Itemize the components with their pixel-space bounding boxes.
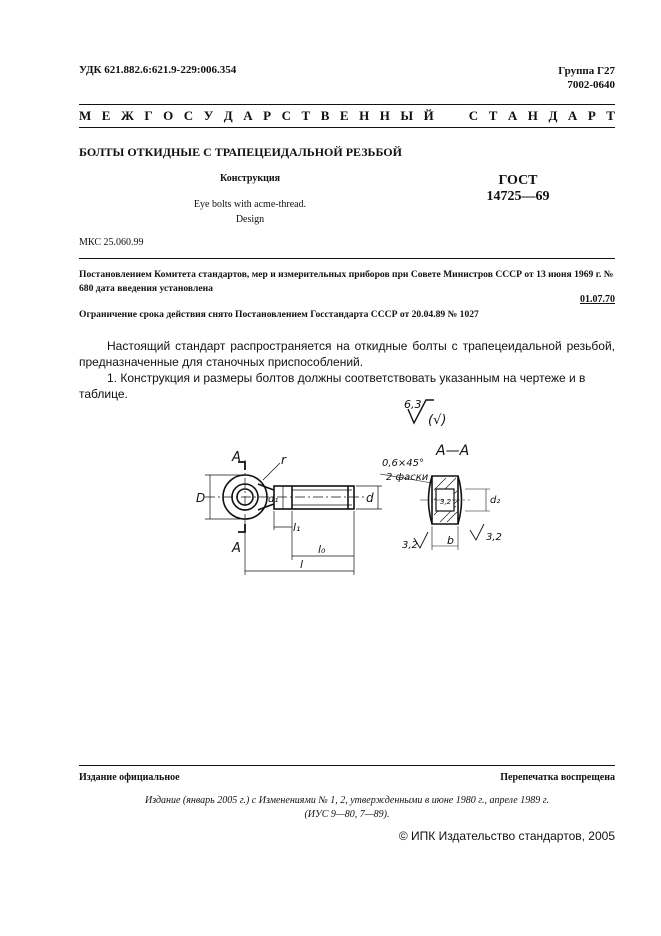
banner-letter: С bbox=[468, 108, 479, 123]
banner-letter: Т bbox=[301, 108, 311, 123]
banner-letter: Т bbox=[488, 108, 498, 123]
banner-letter: А bbox=[567, 108, 578, 123]
roughness-value: 6,3 bbox=[404, 398, 422, 411]
banner-letter: Н bbox=[359, 108, 370, 123]
banner-letter: Ж bbox=[120, 108, 134, 123]
dim-l0-label: l₀ bbox=[318, 543, 326, 556]
roughness-left: 3,2 bbox=[402, 540, 418, 551]
decree-text: Постановлением Комитета стандартов, мер и измерительных приборов при Совете Министров СССР от 13 июня 1969 г. № 680 дата введения установлена bbox=[79, 269, 614, 294]
dim-D-label: D bbox=[196, 491, 206, 505]
section-view bbox=[380, 474, 490, 550]
section-title: А—А bbox=[436, 443, 470, 459]
english-title-line1: Eye bolts with acme-thread. bbox=[193, 199, 307, 210]
radius-leader bbox=[263, 463, 280, 480]
section-letter-bottom: А bbox=[232, 541, 241, 556]
banner-letter: С bbox=[183, 108, 194, 123]
banner-letter: Й bbox=[423, 108, 434, 123]
banner-letter: Е bbox=[339, 108, 349, 123]
banner-letter: Р bbox=[587, 108, 596, 123]
dim-l-label: l bbox=[300, 558, 304, 571]
banner-letter: Т bbox=[606, 108, 615, 123]
edition-line1: Издание (январь 2005 г.) с Изменениями № 1, 2, утвержденными в июне 1980 г., апреле 1989 г. bbox=[144, 795, 550, 806]
english-title-line2: Design bbox=[235, 214, 265, 225]
classifier-code: 7002-0640 bbox=[567, 79, 615, 91]
gost-number: 14725—69 bbox=[486, 189, 550, 204]
dim-l1-label: l₁ bbox=[293, 521, 301, 534]
banner-letter: М bbox=[79, 108, 92, 123]
dim-d-label: d bbox=[366, 491, 374, 505]
reprint-prohibited: Перепечатка воспрещена bbox=[500, 772, 615, 783]
banner-letter: А bbox=[507, 108, 518, 123]
design-paragraph: 1. Конструкция и размеры болтов должны соответствовать указанным на чертеже и в таблице. bbox=[79, 371, 586, 401]
edition-line2: (ИУС 9—80, 7—89). bbox=[304, 809, 390, 820]
copyright: © ИПК Издательство стандартов, 2005 bbox=[398, 829, 615, 843]
banner-letter: Е bbox=[101, 108, 111, 123]
gost-label: ГОСТ bbox=[498, 173, 538, 188]
banner-letter: Н bbox=[379, 108, 390, 123]
section-letter-top: А bbox=[232, 450, 241, 465]
banner-letter: Д bbox=[548, 108, 558, 123]
banner-letter: С bbox=[281, 108, 291, 123]
banner-letter: Р bbox=[263, 108, 272, 123]
limitation-text: Ограничение срока действия снято Постановлением Госстандарта СССР от 20.04.89 № 1027 bbox=[79, 309, 479, 320]
banner-letter: Г bbox=[144, 108, 153, 123]
dim-d2-label: d₂ bbox=[490, 495, 501, 506]
udk-code: УДК 621.882.6:621.9-229:006.354 bbox=[79, 64, 237, 76]
roughness-paren: (√) bbox=[428, 413, 447, 428]
group-label: Группа Г27 bbox=[558, 65, 615, 77]
chamfer-count: 2 фаски bbox=[386, 472, 429, 483]
chamfer-label: 0,6×45° bbox=[382, 458, 425, 469]
banner-letter: А bbox=[243, 108, 253, 123]
banner-letter: О bbox=[163, 108, 174, 123]
edition-note bbox=[79, 794, 615, 822]
banner-letter: У bbox=[203, 108, 214, 123]
scope-paragraph: Настоящий стандарт распространяется на откидные болты с трапецеидальной резьбой, предназначенные для станочных приспособлений. bbox=[79, 339, 615, 369]
mks-code: МКС 25.060.99 bbox=[79, 237, 144, 248]
banner-letter: В bbox=[320, 108, 330, 123]
introduction-date: 01.07.70 bbox=[580, 294, 615, 305]
official-edition: Издание официальное bbox=[79, 772, 180, 783]
banner-letter: Н bbox=[527, 108, 538, 123]
roughness-right: 3,2 bbox=[486, 532, 502, 543]
banner-letter: Ы bbox=[400, 108, 414, 123]
dim-d1-label: d₁ bbox=[268, 494, 279, 505]
banner-letter: Д bbox=[223, 108, 233, 123]
radius-label: r bbox=[281, 453, 286, 467]
dim-b-label: b bbox=[447, 534, 454, 547]
section-mark-bottom bbox=[238, 524, 245, 532]
document-subtitle: Конструкция bbox=[219, 173, 281, 184]
footer-rule bbox=[79, 765, 615, 766]
roughness-inner: 3,2 bbox=[440, 498, 452, 506]
document-title: БОЛТЫ ОТКИДНЫЕ С ТРАПЕЦЕИДАЛЬНОЙ РЕЗЬБОЙ bbox=[79, 145, 402, 159]
